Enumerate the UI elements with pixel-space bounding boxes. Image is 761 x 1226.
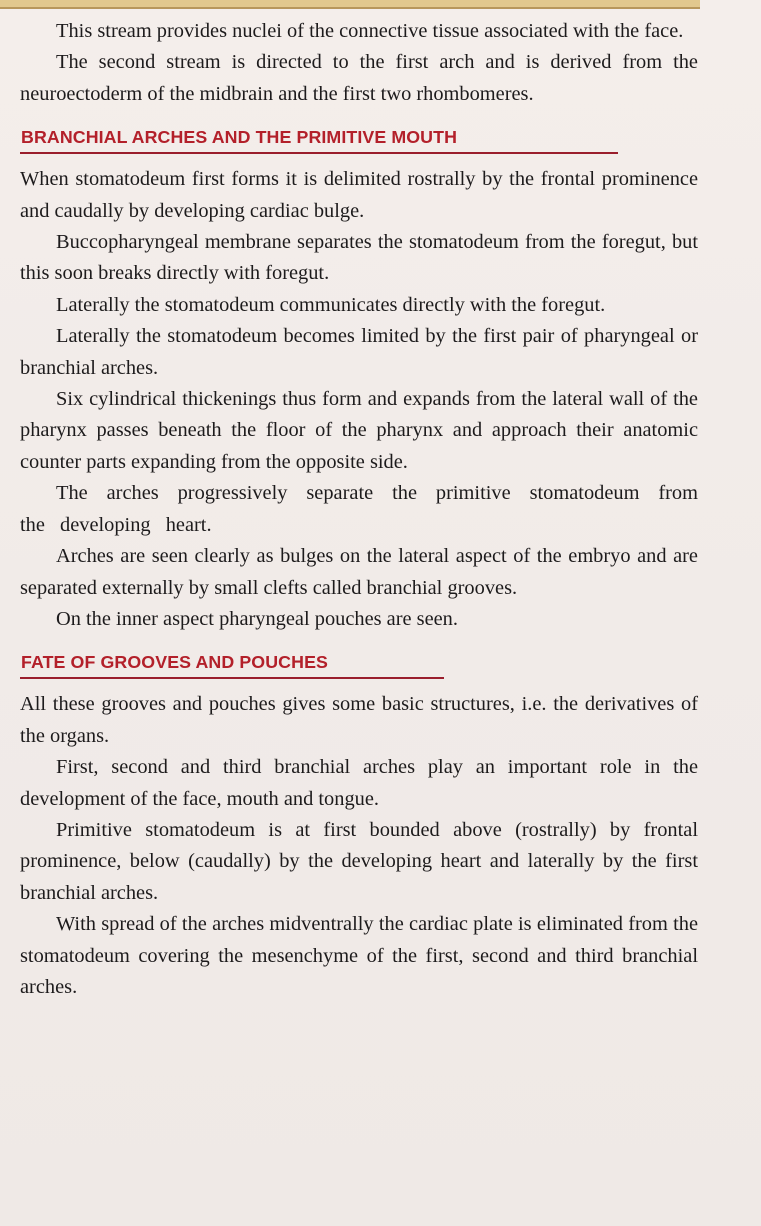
page-content: [20, 16, 698, 1003]
section2-paragraph-1: All these grooves and pouches gives some basic structures, i.e. the derivatives of the organs.: [20, 693, 698, 747]
intro-paragraph-1: This stream provides nuclei of the connective tissue associated with the face.: [56, 20, 684, 42]
section2-paragraph-4: With spread of the arches midventrally the cardiac plate is eliminated from the stomatodeum covering the mesenchyme of the first, second and third branchial arches.: [20, 913, 698, 998]
section1-paragraph-7: Arches are seen clearly as bulges on the lateral aspect of the embryo and are separated externally by small clefts called branchial grooves.: [20, 545, 698, 599]
section1-paragraph-5: Six cylindrical thickenings thus form and expands from the lateral wall of the pharynx passes beneath the floor of the pharynx and approach their anatomic counter parts expanding from the opposite side.: [20, 388, 698, 473]
section1-paragraph-8: On the inner aspect pharyngeal pouches are seen.: [56, 607, 458, 630]
section2-paragraph-2: First, second and third branchial arches play an important role in the development of the face, mouth and tongue.: [20, 756, 698, 810]
section1-paragraph-2: Buccopharyngeal membrane separates the stomatodeum from the foregut, but this soon breaks directly with foregut.: [20, 231, 698, 285]
section-heading-text: BRANCHIAL ARCHES AND THE PRIMITIVE MOUTH: [21, 127, 458, 148]
section2-paragraph-3: Primitive stomatodeum is at first bounded above (rostrally) by frontal prominence, below (caudally) by the developing heart and laterally by the first branchial arches.: [20, 818, 698, 904]
section1-paragraph-6: The arches progressively separate the primitive stomatodeum from the developing heart.: [20, 482, 698, 536]
section1-paragraph-1: When stomatodeum first forms it is delimited rostrally by the frontal prominence and caudally by developing cardiac bulge.: [20, 168, 698, 222]
intro-paragraph-2: The second stream is directed to the first arch and is derived from the neuroectoderm of the midbrain and the first two rhombomeres.: [20, 51, 698, 105]
section-heading-fate-of-grooves: [20, 651, 444, 679]
heading-underline: [20, 677, 444, 679]
top-decorative-band: [0, 0, 700, 9]
section1-paragraph-4: Laterally the stomatodeum becomes limited by the first pair of pharyngeal or branchial arches.: [20, 325, 698, 379]
section1-paragraph-3: Laterally the stomatodeum communicates directly with the foregut.: [56, 293, 606, 316]
section-heading-text: FATE OF GROOVES AND POUCHES: [21, 652, 328, 673]
heading-underline: [20, 152, 618, 154]
section-heading-branchial-arches: [20, 126, 618, 154]
